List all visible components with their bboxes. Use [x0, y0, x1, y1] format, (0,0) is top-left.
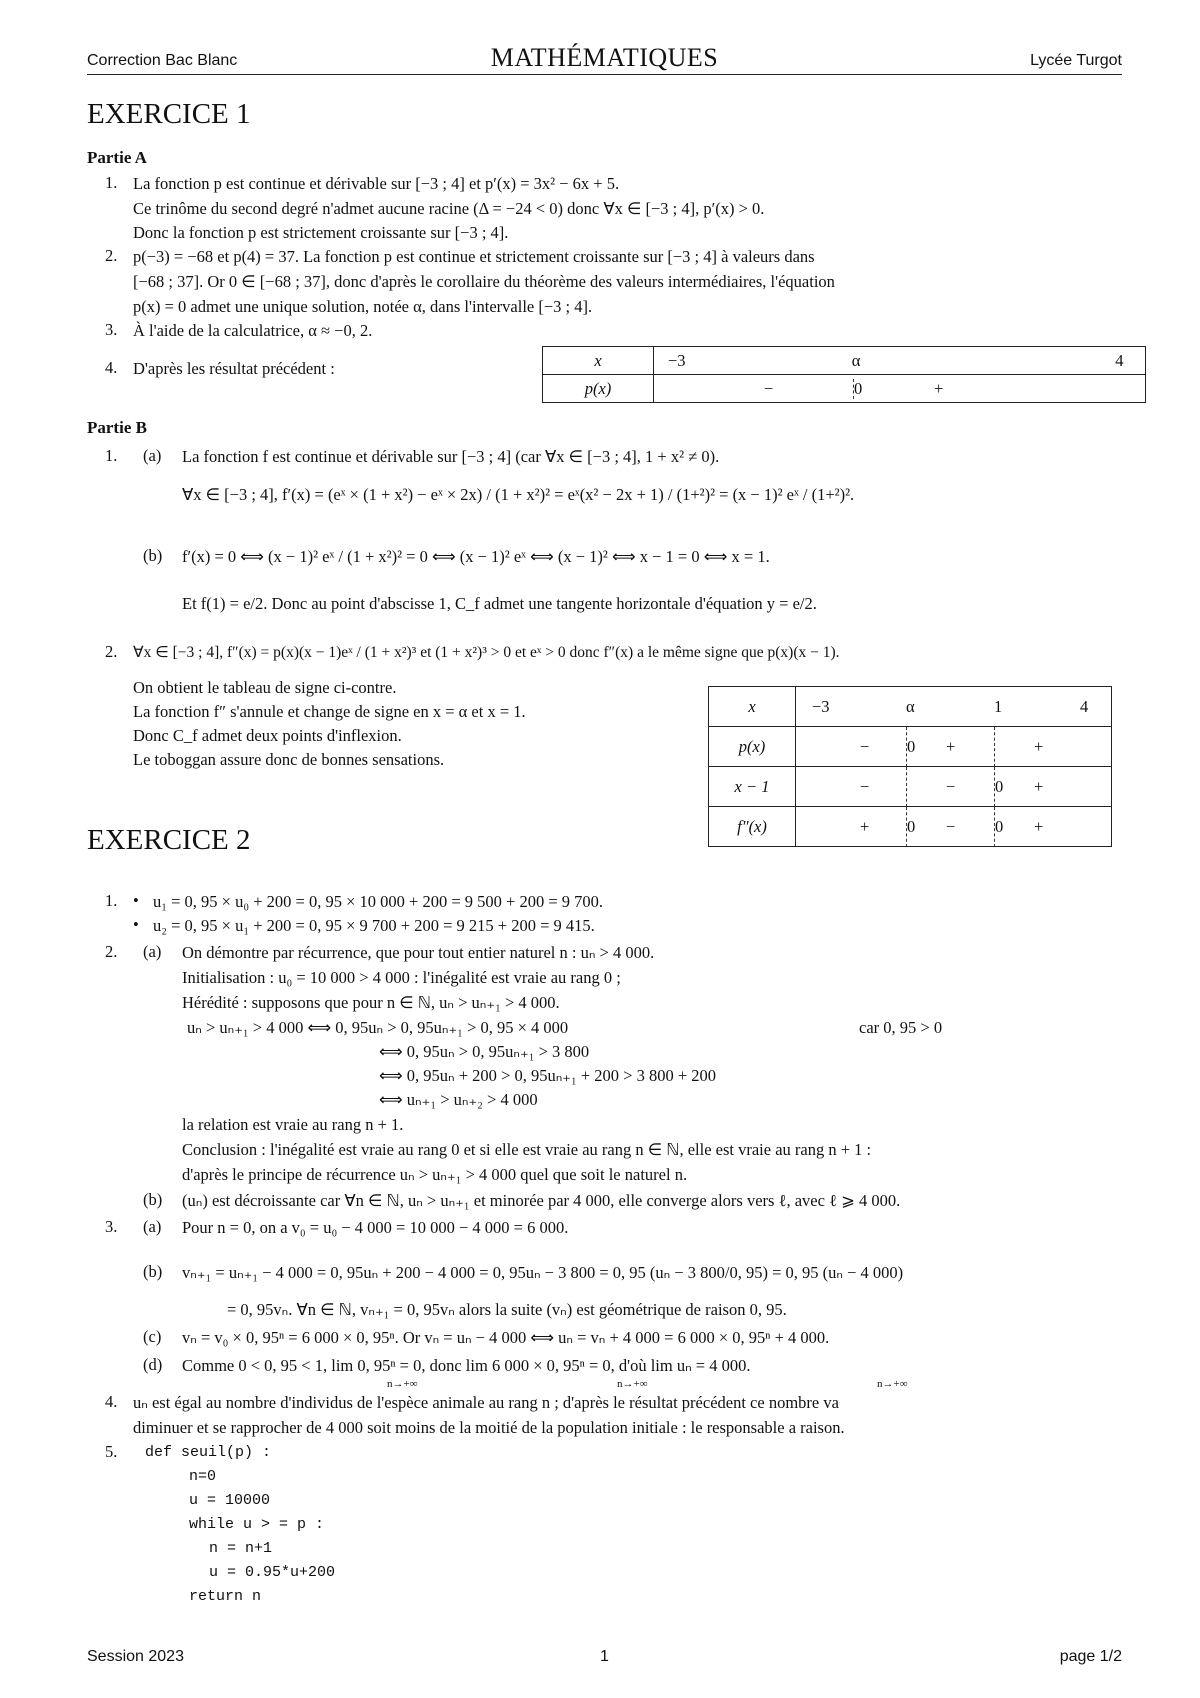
- q3b-line2: = 0, 95vₙ. ∀n ∈ ℕ, vₙ₊₁ = 0, 95vₙ alors la suite (vₙ) est géométrique de raison 0, 95.: [227, 1300, 787, 1319]
- page: Correction Bac Blanc MATHÉMATIQUES Lycée Turgot EXERCICE 1 Partie A 1. La fonction p est continue et dérivable sur [−3 ; 4] et p′(x) = 3x² − 6x + 5. Ce trinôme du second degré n'admet aucune racine (Δ = −24 < 0) donc ∀x ∈ [−3 ; 4], p′(x) > 0. Donc la fonction p est strictement croissante sur [−3 ; 4]. 2. p(−3) = −68 et p(4) = 37. La fonction p est continue et strictement croissante sur [−3 ; 4] à valeurs dans [−68 ; 37]. Or 0 ∈ [−68 ; 37], donc d'après le corollaire du théorème des valeurs intermédiaires, l'équation p(x) = 0 admet une unique solution, notée α, dans l'intervalle [−3 ; 4]. 3. À l'aide de la calculatrice, α ≈ −0, 2. 4. D'après les résultat précédent : x −3 α 4 p(x) − 0 + Partie B 1. (a) La fonction f est continue et dérivable sur [−3 ; 4] (car ∀x ∈ [−3 ; 4], 1 + x² ≠ 0). ∀x ∈ [−3 ; 4], f′(x) = (eˣ × (1 + x²) − eˣ × 2x) / (1 + x²)² = eˣ(x² − 2x + 1) / (1+²)² = (x − 1)² eˣ / (1+²)². (b) f′(x) = 0 ⟺ (x − 1)² eˣ / (1 + x²)² = 0 ⟺ (x − 1)² eˣ ⟺ (x − 1)² ⟺ x − 1 = 0 ⟺ x = 1. Et f(1) = e/2. Donc au point d'abscisse 1, C_f admet une tangente horizontale d'équation y = e/2. 2. ∀x ∈ [−3 ; 4], f″(x) = p(x)(x − 1)eˣ / (1 + x²)³ et (1 + x²)³ > 0 et eˣ > 0 donc f″(x) a le même signe que p(x)(x − 1). On obtient le tableau de signe ci-contre. La fonction f″ s'annule et change de signe en x = α et x = 1. Donc C_f admet deux points d'inflexion. Le toboggan assure donc de bonnes sensations. x −3 α 1 4 p(x) − 0 + + x − 1 − − 0 + f″(x) + 0 − 0 + EXERCICE 2 1. • u₁ = 0, 95 × u₀ + 200 = 0, 95 × 10 000 + 200 = 9 500 + 200 = 9 700. • u₂ = 0, 95 × u₁ + 200 = 0, 95 × 9 700 + 200 = 9 215 + 200 = 9 415. 2. (a) On démontre par récurrence, que pour tout entier naturel n : uₙ > 4 000. Initialisation : u₀ = 10 000 > 4 000 : l'inégalité est vraie au rang 0 ; Hérédité : supposons que pour n ∈ ℕ, uₙ > uₙ₊₁ > 4 000. uₙ > uₙ₊₁ > 4 000 ⟺ 0, 95uₙ > 0, 95uₙ₊₁ > 0, 95 × 4 000 car 0, 95 > 0 ⟺ 0, 95uₙ > 0, 95uₙ₊₁ > 3 800 ⟺ 0, 95uₙ + 200 > 0, 95uₙ₊₁ + 200 > 3 800 + 200 ⟺ uₙ₊₁ > uₙ₊₂ > 4 000 la relation est vraie au rang n + 1. Conclusion : l'inégalité est vraie au rang 0 et si elle est vraie au rang n ∈ ℕ, elle est vraie au rang n + 1 : d'après le principe de récurrence uₙ > uₙ₊₁ > 4 000 quel que soit le naturel n. (b) (uₙ) est décroissante car ∀n ∈ ℕ, uₙ > uₙ₊₁ et minorée par 4 000, elle converge alors vers ℓ, avec ℓ ⩾ 4 000. 3. (a) Pour n = 0, on a v₀ = u₀ − 4 000 = 10 000 − 4 000 = 6 000. (b) vₙ₊₁ = uₙ₊₁ − 4 000 = 0, 95uₙ + 200 − 4 000 = 0, 95uₙ − 3 800 = 0, 95 (uₙ − 3 800/0, 95) = 0, 95 (uₙ − 4 000) = 0, 95vₙ. ∀n ∈ ℕ, vₙ₊₁ = 0, 95vₙ alors la suite (vₙ) est géométrique de raison 0, 95. (c) vₙ = v₀ × 0, 95ⁿ = 6 000 × 0, 95ⁿ. Or vₙ = uₙ − 4 000 ⟺ uₙ = vₙ + 4 000 = 6 000 × 0, 95ⁿ + 4 000. (d) Comme 0 < 0, 95 < 1, lim 0, 95ⁿ = 0, donc lim 6 000 × 0, 95ⁿ = 0, d'où lim uₙ = 4 000. n→+∞ n→+∞ n→+∞ 4. uₙ est égal au nombre d'individus de l'espèce animale au rang n ; d'après le résultat précédent ce nombre va diminuer et se rapprocher de 4 000 soit moins de la moitié de la population initiale : le responsable a raison. 5. def seuil(p) : n=0 u = 10000 while u > = p : n = n+1 u = 0.95*u+200 return n Session 2023 1 page 1/2: [87, 0, 1122, 1698]
- a1-line3: Donc la fonction p est strictement croissante sur [−3 ; 4].: [133, 223, 509, 242]
- partA-title: Partie A: [87, 148, 147, 167]
- a3: À l'aide de la calculatrice, α ≈ −0, 2.: [133, 321, 373, 340]
- b2-text3: Donc C_f admet deux points d'inflexion.: [133, 726, 402, 745]
- a2-line2: [−68 ; 37]. Or 0 ∈ [−68 ; 37], donc d'après le corollaire du théorème des valeurs intermédiaires, l'équation: [133, 272, 835, 291]
- a2-line1: p(−3) = −68 et p(4) = 37. La fonction p est continue et strictement croissante sur [−3 ; 4] à valeurs dans: [133, 247, 815, 266]
- code-line1: def seuil(p) :: [145, 1444, 272, 1461]
- q2a-eq1-note: car 0, 95 > 0: [859, 1018, 943, 1037]
- exercise1-title: EXERCICE 1: [87, 98, 251, 130]
- q2a-hered: Hérédité : supposons que pour n ∈ ℕ, uₙ > uₙ₊₁ > 4 000.: [182, 993, 560, 1012]
- q2a-line1: On démontre par récurrence, que pour tout entier naturel n : uₙ > 4 000.: [182, 943, 655, 962]
- a2-line3: p(x) = 0 admet une unique solution, notée α, dans l'intervalle [−3 ; 4].: [133, 297, 593, 316]
- q2a-init: Initialisation : u₀ = 10 000 > 4 000 : l'inégalité est vraie au rang 0 ;: [182, 968, 621, 987]
- b2-text2: La fonction f″ s'annule et change de signe en x = α et x = 1.: [133, 702, 526, 721]
- partB-title: Partie B: [87, 418, 147, 437]
- a1-line1: La fonction p est continue et dérivable sur [−3 ; 4] et p′(x) = 3x² − 6x + 5.: [133, 174, 620, 193]
- footer-center: 1: [600, 1648, 609, 1665]
- q2a-eq4: ⟺ uₙ₊₁ > uₙ₊₂ > 4 000: [379, 1090, 538, 1109]
- code-line5: n = n+1: [209, 1540, 273, 1557]
- q2b: (uₙ) est décroissante car ∀n ∈ ℕ, uₙ > uₙ₊₁ et minorée par 4 000, elle converge alors vers ℓ, avec ℓ ⩾ 4 000.: [182, 1191, 901, 1210]
- q2a-eq2: ⟺ 0, 95uₙ > 0, 95uₙ₊₁ > 3 800: [379, 1042, 590, 1061]
- q3d-lim1: n→+∞: [387, 1378, 418, 1390]
- q3d-lim3: n→+∞: [877, 1378, 908, 1390]
- q3d: Comme 0 < 0, 95 < 1, lim 0, 95ⁿ = 0, donc lim 6 000 × 0, 95ⁿ = 0, d'où lim uₙ = 4 000.: [182, 1356, 751, 1375]
- b1a-line1: La fonction f est continue et dérivable sur [−3 ; 4] (car ∀x ∈ [−3 ; 4], 1 + x² ≠ 0).: [182, 447, 720, 466]
- sign-table-f2: x −3 α 1 4 p(x) − 0 + + x − 1 − − 0 + f″(x) + 0 − 0 +: [708, 686, 1112, 847]
- b2-line: ∀x ∈ [−3 ; 4], f″(x) = p(x)(x − 1)eˣ / (1 + x²)³ et (1 + x²)³ > 0 et eˣ > 0 donc f″(x) a le même signe que p(x)(x − 1).: [133, 644, 840, 661]
- q3d-lim2: n→+∞: [617, 1378, 648, 1390]
- code-line4: while u > = p :: [189, 1516, 325, 1533]
- q2a-eq1: uₙ > uₙ₊₁ > 4 000 ⟺ 0, 95uₙ > 0, 95uₙ₊₁ > 0, 95 × 4 000: [187, 1018, 569, 1037]
- q3c: vₙ = v₀ × 0, 95ⁿ = 6 000 × 0, 95ⁿ. Or vₙ = uₙ − 4 000 ⟺ uₙ = vₙ + 4 000 = 6 000 × 0, 95ⁿ + 4 000.: [182, 1328, 830, 1347]
- q2a-eq3: ⟺ 0, 95uₙ + 200 > 0, 95uₙ₊₁ + 200 > 3 800 + 200: [379, 1066, 717, 1085]
- sign-table-p: x −3 α 4 p(x) − 0 +: [542, 346, 1146, 403]
- q2a-rel: la relation est vraie au rang n + 1.: [182, 1115, 404, 1134]
- q3a: Pour n = 0, on a v₀ = u₀ − 4 000 = 10 000 − 4 000 = 6 000.: [182, 1218, 569, 1237]
- q2a-concl2: d'après le principe de récurrence uₙ > uₙ₊₁ > 4 000 quel que soit le naturel n.: [182, 1165, 688, 1184]
- b2-text1: On obtient le tableau de signe ci-contre.: [133, 678, 397, 697]
- header-left: Correction Bac Blanc: [87, 52, 238, 69]
- b1b-line2: Et f(1) = e/2. Donc au point d'abscisse 1, C_f admet une tangente horizontale d'équation y = e/2.: [182, 594, 817, 613]
- q3b-line1: vₙ₊₁ = uₙ₊₁ − 4 000 = 0, 95uₙ + 200 − 4 000 = 0, 95uₙ − 3 800 = 0, 95 (uₙ − 3 800/0, 95) = 0, 95 (uₙ − 4 000): [182, 1263, 904, 1282]
- footer-right: page 1/2: [1059, 1648, 1122, 1665]
- q4-line1: uₙ est égal au nombre d'individus de l'espèce animale au rang n ; d'après le résultat précédent ce nombre va: [133, 1393, 839, 1412]
- b1b-line1: f′(x) = 0 ⟺ (x − 1)² eˣ / (1 + x²)² = 0 ⟺ (x − 1)² eˣ ⟺ (x − 1)² ⟺ x − 1 = 0 ⟺ x = 1.: [182, 547, 770, 566]
- code-line2: n=0: [189, 1468, 217, 1485]
- code-line7: return n: [189, 1588, 262, 1605]
- code-line6: u = 0.95*u+200: [209, 1564, 336, 1581]
- a1-line2: Ce trinôme du second degré n'admet aucune racine (Δ = −24 < 0) donc ∀x ∈ [−3 ; 4], p′(x) > 0.: [133, 199, 765, 218]
- q1-line2: u₂ = 0, 95 × u₁ + 200 = 0, 95 × 9 700 + 200 = 9 215 + 200 = 9 415.: [153, 916, 595, 935]
- q4-line2: diminuer et se rapprocher de 4 000 soit moins de la moitié de la population initiale : le responsable a raison.: [133, 1418, 845, 1437]
- b1a-line2: ∀x ∈ [−3 ; 4], f′(x) = (eˣ × (1 + x²) − eˣ × 2x) / (1 + x²)² = eˣ(x² − 2x + 1) / (1+²)² = (x − 1)² eˣ / (1+²)².: [182, 485, 855, 504]
- header-right: Lycée Turgot: [1030, 52, 1122, 69]
- exercise2-title: EXERCICE 2: [87, 824, 251, 856]
- q2a-concl1: Conclusion : l'inégalité est vraie au rang 0 et si elle est vraie au rang n ∈ ℕ, elle est vraie au rang n + 1 :: [182, 1140, 872, 1159]
- a4: D'après les résultat précédent :: [133, 359, 335, 378]
- code-line3: u = 10000: [189, 1492, 271, 1509]
- b2-text4: Le toboggan assure donc de bonnes sensations.: [133, 750, 445, 769]
- header-title: MATHÉMATIQUES: [490, 43, 719, 72]
- q1-line1: u₁ = 0, 95 × u₀ + 200 = 0, 95 × 10 000 + 200 = 9 500 + 200 = 9 700.: [153, 892, 604, 911]
- footer-left: Session 2023: [87, 1648, 184, 1665]
- page-header: [87, 44, 1122, 75]
